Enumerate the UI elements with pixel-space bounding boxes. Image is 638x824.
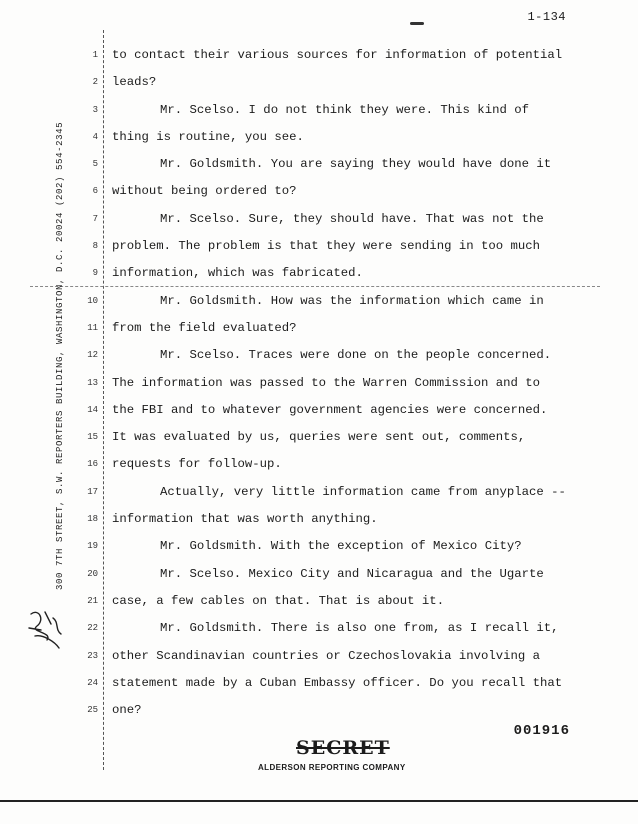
line-number: 25 <box>87 705 98 716</box>
transcript-line: Mr. Scelso. Mexico City and Nicaragua and the Ugarte <box>160 566 544 581</box>
transcript-line: case, a few cables on that. That is about it. <box>112 593 445 608</box>
reporter-name: ALDERSON REPORTING COMPANY <box>258 763 406 772</box>
line-number: 4 <box>92 131 98 142</box>
transcript-body <box>112 42 582 724</box>
line-number: 18 <box>87 514 98 525</box>
line-number: 6 <box>92 186 98 197</box>
page-number: 1-134 <box>527 10 566 24</box>
reporter-address-vertical: 300 7TH STREET, S.W. REPORTERS BUILDING, WASHINGTON, D.C. 20024 (202) 554-2345 <box>55 121 65 590</box>
line-number: 20 <box>87 568 98 579</box>
transcript-line: Mr. Scelso. I do not think they were. This kind of <box>160 102 529 117</box>
ink-mark <box>410 22 424 25</box>
transcript-line: information, which was fabricated. <box>112 266 363 281</box>
line-number: 21 <box>87 595 98 606</box>
line-number: 8 <box>92 241 98 252</box>
left-margin-rule <box>103 30 104 770</box>
transcript-line: thing is routine, you see. <box>112 129 304 144</box>
transcript-line: requests for follow-up. <box>112 457 282 472</box>
line-number: 3 <box>92 104 98 115</box>
line-number: 9 <box>92 268 98 279</box>
document-number: 001916 <box>513 723 570 739</box>
transcript-line: Actually, very little information came from anyplace -- <box>160 484 566 499</box>
transcript-line: leads? <box>112 75 157 90</box>
line-number: 2 <box>92 77 98 88</box>
transcript-line: Mr. Goldsmith. With the exception of Mexico City? <box>160 539 522 554</box>
transcript-line: to contact their various sources for information of potential <box>112 48 563 62</box>
transcript-line: Mr. Scelso. Sure, they should have. That was not the <box>160 211 544 226</box>
transcript-line: from the field evaluated? <box>112 320 297 335</box>
line-number: 5 <box>92 159 98 170</box>
line-number: 11 <box>87 322 98 333</box>
transcript-line: statement made by a Cuban Embassy officer. Do you recall that <box>112 675 563 690</box>
transcript-line: the FBI and to whatever government agencies were concerned. <box>112 402 548 417</box>
transcript-line: without being ordered to? <box>112 184 297 199</box>
line-number: 1 <box>92 50 98 60</box>
line-number: 23 <box>87 650 98 661</box>
transcript-line: problem. The problem is that they were sending in too much <box>112 239 541 254</box>
line-number: 10 <box>87 295 98 306</box>
line-number: 12 <box>87 350 98 361</box>
bottom-rule <box>0 800 638 802</box>
transcript-line: Mr. Goldsmith. There is also one from, as I recall it, <box>160 621 559 636</box>
line-number-column <box>78 42 98 724</box>
transcript-line: The information was passed to the Warren Commission and to <box>112 375 541 390</box>
line-number: 16 <box>87 459 98 470</box>
transcript-line: one? <box>112 703 142 718</box>
transcript-line: It was evaluated by us, queries were sent out, comments, <box>112 430 526 445</box>
transcript-line: information that was worth anything. <box>112 512 378 527</box>
transcript-line: other Scandinavian countries or Czechoslovakia involving a <box>112 648 541 663</box>
line-number: 15 <box>87 432 98 443</box>
handwritten-mark-icon <box>25 606 65 652</box>
line-number: 24 <box>87 677 98 688</box>
transcript-line: Mr. Goldsmith. How was the information which came in <box>160 293 544 308</box>
line-number: 19 <box>87 541 98 552</box>
classification-stamp: SECRET <box>296 737 390 759</box>
line-number: 17 <box>87 486 98 497</box>
transcript-line: Mr. Scelso. Traces were done on the people concerned. <box>160 348 552 363</box>
line-number: 22 <box>87 623 98 634</box>
transcript-line: Mr. Goldsmith. You are saying they would have done it <box>160 157 552 172</box>
line-number: 13 <box>87 377 98 388</box>
line-number: 14 <box>87 404 98 415</box>
line-number: 7 <box>92 213 98 224</box>
